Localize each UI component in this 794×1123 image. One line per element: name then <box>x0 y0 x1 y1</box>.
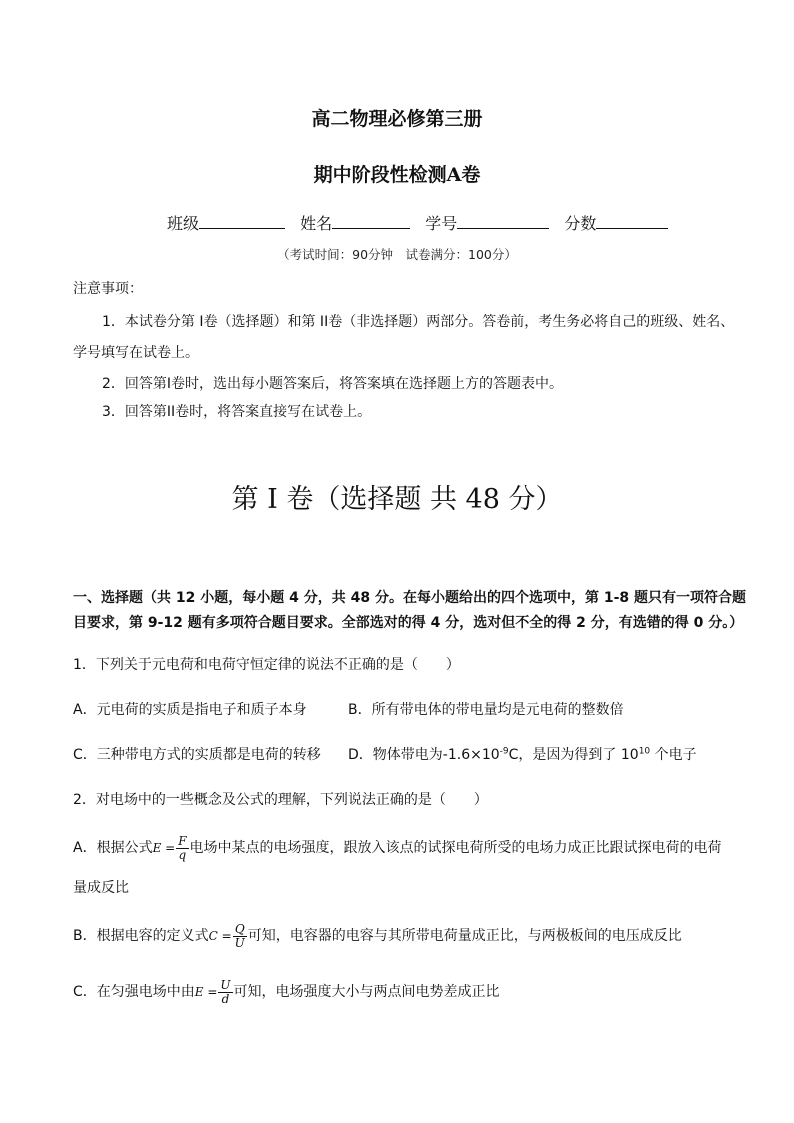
question-2-option-a-cont: 量成反比 <box>73 880 129 896</box>
section-instructions: 一、选择题（共 12 小题，每小题 4 分，共 48 分。在每小题给出的四个选项中，第 1-8 题只有一项符合题 <box>73 590 746 606</box>
student-id-field[interactable] <box>457 214 549 229</box>
note-item-2: 2．回答第I卷时，选出每小题答案后，将答案填在选择题上方的答题表中。 <box>102 376 564 392</box>
formula-q-over-u: $\frac{Q}{U}$ <box>234 921 245 950</box>
student-id-label: 学号 <box>425 214 458 233</box>
question-1-option-d: D．物体带电为$-1.6\times 10^{-9}C$，是因为得到了 $10^{10}$ 个电子 <box>348 746 697 763</box>
class-label: 班级 <box>167 214 200 233</box>
formula-f-over-q: $\frac{F}{q}$ <box>178 833 187 862</box>
score-field[interactable] <box>596 214 668 229</box>
question-1-option-a: A．元电荷的实质是指电子和质子本身 <box>73 702 307 718</box>
formula-e-lhs-2: E = <box>194 985 218 999</box>
formula-c-lhs: C = <box>208 929 232 943</box>
section-instructions-cont: 目要求，第 9-12 题有多项符合题目要求。全部选对的得 4 分，选对但不全的得 2 分，有选错的得 0 分。） <box>73 615 744 631</box>
question-1-option-b: B．所有带电体的带电量均是元电荷的整数倍 <box>348 702 624 718</box>
score-label: 分数 <box>564 214 597 233</box>
name-label: 姓名 <box>300 214 333 233</box>
question-2-option-c: C．在匀强电场中由E = $\frac{U}{d}$ 可知，电场强度大小与两点间电势差成正比 <box>73 977 500 1006</box>
name-field[interactable] <box>332 214 410 229</box>
section-title: 第 I 卷（选择题 共 48 分） <box>231 484 563 515</box>
student-info-row <box>167 211 678 234</box>
question-2-stem: 2．对电场中的一些概念及公式的理解，下列说法正确的是（ ） <box>73 792 488 808</box>
question-1-stem: 1．下列关于元电荷和电荷守恒定律的说法不正确的是（ ） <box>73 657 460 673</box>
question-1-option-c: C．三种带电方式的实质都是电荷的转移 <box>73 747 321 763</box>
note-item-3: 3．回答第II卷时，将答案直接写在试卷上。 <box>102 404 372 420</box>
exam-subtitle: 期中阶段性检测A卷 <box>313 164 481 186</box>
formula-u-over-d: $\frac{U}{d}$ <box>220 977 231 1006</box>
note-item-1-cont: 学号填写在试卷上。 <box>73 345 199 361</box>
notes-heading: 注意事项： <box>73 281 143 297</box>
question-2-option-a: A．根据公式E = $\frac{F}{q}$ 电场中某点的电场强度，跟放入该点的试探电荷所受的电场力成正比跟试探电荷的电荷 <box>73 833 722 862</box>
note-item-1: 1．本试卷分第 I卷（选择题）和第 II卷（非选择题）两部分。答卷前，考生务必将自己的班级、姓名、 <box>102 314 735 330</box>
formula-e-lhs: E = <box>152 841 176 855</box>
question-2-option-b: B．根据电容的定义式C = $\frac{Q}{U}$ 可知，电容器的电容与其所带电荷量成正比，与两极板间的电压成反比 <box>73 921 682 950</box>
exam-time-info: （考试时间：90分钟 试卷满分：100分） <box>277 247 517 262</box>
exam-title: 高二物理必修第三册 <box>311 108 483 130</box>
class-field[interactable] <box>199 214 285 229</box>
